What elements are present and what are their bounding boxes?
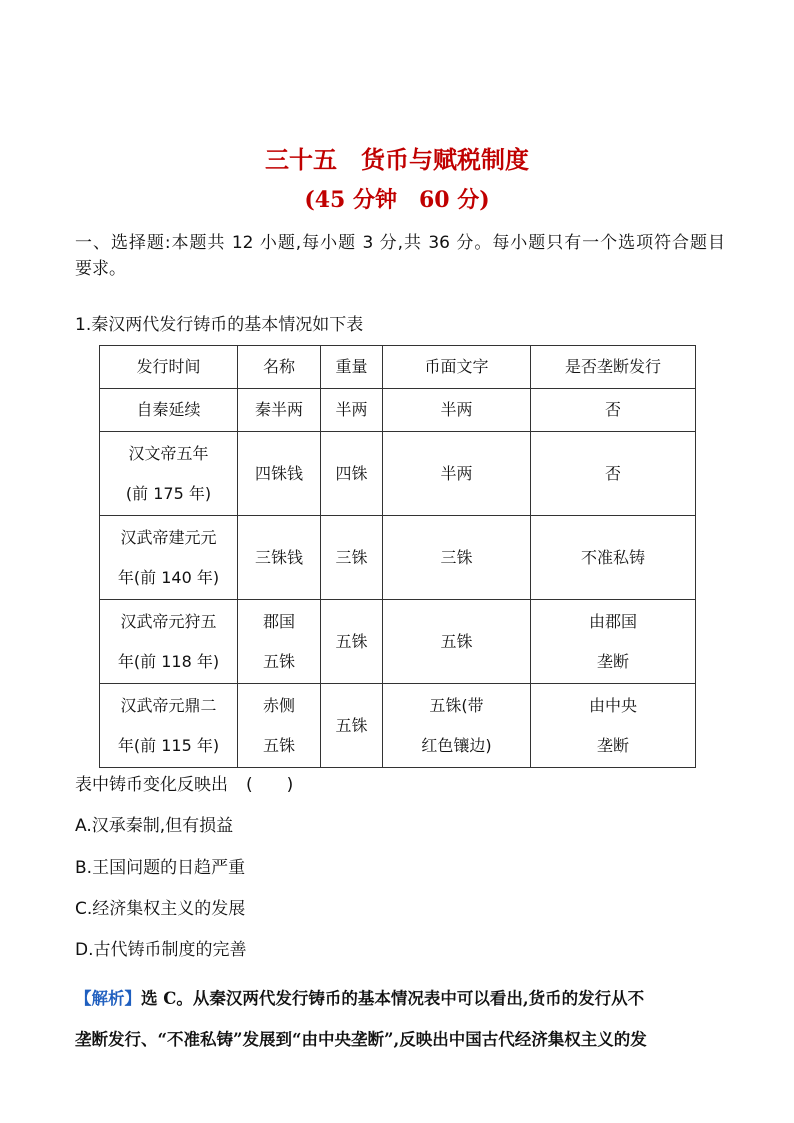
- table-cell: [238, 684, 321, 768]
- cell-line: 年(前 140 年): [117, 567, 220, 587]
- answer-blank: ( ): [246, 775, 294, 795]
- analysis-tag: 【解析】: [75, 989, 141, 1008]
- question-1-stem: 1.秦汉两代发行铸币的基本情况如下表: [75, 315, 364, 335]
- table-header-cell: 币面文字: [383, 346, 531, 389]
- table-cell: 三铢钱: [238, 516, 321, 600]
- cell-line: 汉武帝元狩五: [120, 611, 217, 631]
- table-cell: 四铢: [321, 432, 383, 516]
- option-b: B.王国问题的日趋严重: [75, 858, 246, 878]
- cell-line: 由中央: [588, 695, 637, 715]
- table-cell: 秦半两: [238, 389, 321, 432]
- cell-line: 五铢: [262, 651, 295, 671]
- page-title: 三十五 货币与赋税制度: [265, 146, 529, 174]
- page-subtitle: (45 分钟 60 分): [304, 187, 490, 213]
- option-c: C.经济集权主义的发展: [75, 899, 246, 919]
- table-row: [100, 432, 696, 516]
- table-cell: 四铢钱: [238, 432, 321, 516]
- question-prompt: [75, 772, 725, 798]
- table-cell: 三铢: [383, 516, 531, 600]
- cell-line: 赤侧: [262, 695, 295, 715]
- cell-line: 汉文帝五年: [128, 443, 209, 463]
- table-cell: 五铢: [383, 600, 531, 684]
- table-cell: 半两: [383, 389, 531, 432]
- table-cell: [100, 684, 238, 768]
- analysis-line-2: 垄断发行、“不准私铸”发展到“由中央垄断”,反映出中国古代经济集权主义的发: [75, 1030, 647, 1049]
- analysis-block: [75, 978, 725, 1060]
- table-row: [100, 684, 696, 768]
- table-cell: 半两: [321, 389, 383, 432]
- cell-line: 年(前 115 年): [117, 735, 220, 755]
- table-cell: 自秦延续: [100, 389, 238, 432]
- table-cell: [238, 600, 321, 684]
- table-header-cell: 重量: [321, 346, 383, 389]
- prompt-text: 表中铸币变化反映出: [75, 775, 228, 795]
- cell-line: 垄断: [596, 735, 629, 755]
- cell-line: 红色镶边): [421, 735, 492, 755]
- analysis-line-1: [75, 978, 725, 1019]
- cell-line: (前 175 年): [125, 483, 212, 503]
- table-cell: 三铢: [321, 516, 383, 600]
- table-cell: 否: [531, 389, 696, 432]
- option-d: D.古代铸币制度的完善: [75, 940, 247, 960]
- table-row: [100, 389, 696, 432]
- table-header-cell: 是否垄断发行: [531, 346, 696, 389]
- table-cell: 不准私铸: [531, 516, 696, 600]
- section-instruction: [75, 230, 725, 282]
- cell-line: 汉武帝元鼎二: [120, 695, 217, 715]
- table-cell: [383, 684, 531, 768]
- table-cell: 五铢: [321, 600, 383, 684]
- cell-line: 垄断: [596, 651, 629, 671]
- table-header-cell: 名称: [238, 346, 321, 389]
- analysis-text-1: 选 C。从秦汉两代发行铸币的基本情况表中可以看出,货币的发行从不: [141, 989, 645, 1008]
- coin-table: [99, 345, 696, 768]
- table-cell: [100, 516, 238, 600]
- table-row: [100, 600, 696, 684]
- table-cell: [100, 432, 238, 516]
- table-header-cell: 发行时间: [100, 346, 238, 389]
- cell-line: 郡国: [262, 611, 295, 631]
- cell-line: 汉武帝建元元: [120, 527, 217, 547]
- table-cell: [531, 600, 696, 684]
- instruction-line-1: 一、选择题:本题共 12 小题,每小题 3 分,共 36 分。每小题只有一个选项符合题目: [75, 233, 725, 253]
- option-a: A.汉承秦制,但有损益: [75, 816, 234, 836]
- cell-line: 年(前 118 年): [117, 651, 220, 671]
- table-row: [100, 516, 696, 600]
- table-cell: 五铢: [321, 684, 383, 768]
- cell-line: 五铢: [262, 735, 295, 755]
- table-cell: [531, 684, 696, 768]
- table-header-row: [100, 346, 696, 389]
- instruction-line-2: 要求。: [75, 259, 126, 279]
- cell-line: 由郡国: [588, 611, 637, 631]
- table-cell: 半两: [383, 432, 531, 516]
- table-cell: 否: [531, 432, 696, 516]
- cell-line: 五铢(带: [429, 695, 484, 715]
- table-cell: [100, 600, 238, 684]
